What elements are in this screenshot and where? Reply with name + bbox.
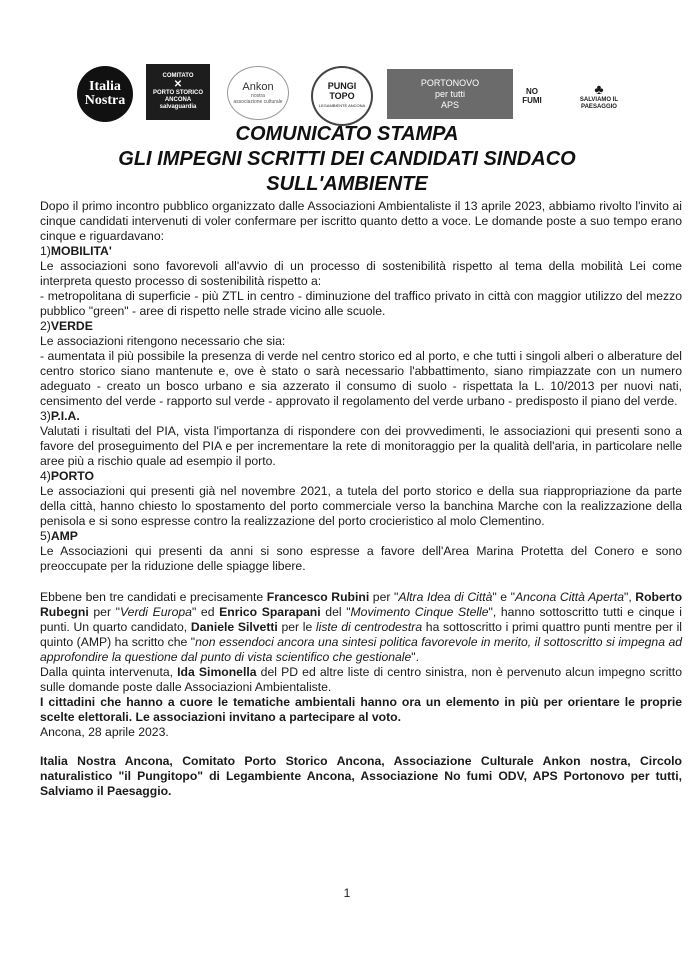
text-run: " e ": [492, 590, 515, 604]
anchor-icon: ✕: [173, 79, 183, 90]
candidate-name: Enrico Sparapani: [219, 605, 321, 619]
signatories: Italia Nostra Ancona, Comitato Porto Storico Ancona, Associazione Culturale Ankon nostra, Circolo naturalistico "il Pungitopo" di Legambiente Ancona, Associazione No fumi ODV, APS Portonovo per tutti, Salviamo il Paesaggio.: [40, 754, 682, 798]
point-text: Le associazioni ritengono necessario che sia:: [40, 334, 286, 348]
point-label: PORTO: [50, 469, 94, 483]
title-line-1: COMUNICATO STAMPA: [235, 123, 459, 145]
point-text: - aumentata il più possibile la presenza di verde nel centro storico ed al porto, e che tutti i singoli alberi o alberature del centro storico siano mantenute e, ove è stato o sarà necessario l'abbattimento, siano rimpiazzate con un numero adeguato - creato un bosco urbano e sia azzerato il consumo di suolo - rispettata la L. 10/2013 per nuovi nati, censimento del verde - rapporto sul verde - approvato il regolamento del verde urbano - predisposto il piano del verde.: [40, 349, 682, 408]
page-number: 1: [343, 886, 351, 900]
text-run: del PD ed altre liste di centro sinistra, non è pervenuto alcun impegno scritto sulle domande poste dalle Associazioni Ambientaliste.: [40, 665, 682, 694]
list-name: Verdi Europa: [120, 605, 192, 619]
candidate-name: Roberto Rubegni: [40, 590, 683, 619]
results-paragraph: [40, 590, 682, 665]
logo-bar: [0, 0, 694, 125]
comitato-porto-logo: [146, 64, 210, 120]
candidate-name: Daniele Silvetti: [190, 620, 278, 634]
point-text: Le Associazioni qui presenti da anni si sono espresse a favore dell'Area Marina Protetta del Conero e sono preoccupate per la riduzione delle spiagge libere.: [40, 544, 682, 573]
logo-text: SALVIAMO IL: [579, 97, 619, 103]
point-number: 4): [40, 469, 51, 483]
point-label: AMP: [50, 529, 78, 543]
pungitopo-logo: [311, 66, 373, 126]
fifth-candidate-paragraph: [40, 665, 682, 695]
no-fumi-logo: [515, 86, 549, 106]
title-line-2: GLI IMPEGNI SCRITTI DEI CANDIDATI SINDACO: [118, 148, 576, 170]
logo-text: PORTONOVO: [420, 77, 480, 88]
salviamo-paesaggio-logo: [570, 77, 628, 115]
list-name: Movimento Cinque Stelle: [350, 605, 489, 619]
logo-text: LEGAMBIENTE ANCONA: [318, 103, 366, 108]
candidate-name: Ida Simonella: [177, 665, 257, 679]
logo-text: PORTO STORICO: [152, 90, 204, 96]
spacer: [40, 740, 682, 754]
logo-text: NO: [526, 87, 538, 96]
point-number: 3): [40, 409, 51, 423]
text-run: Dalla quinta intervenuta,: [40, 665, 178, 679]
logo-text: Italia: [89, 79, 121, 94]
point-heading-pia: [40, 409, 682, 424]
logo-text: per tutti: [434, 88, 465, 99]
logo-text: nostra: [251, 93, 265, 99]
logo-text: Ankon: [242, 81, 274, 93]
logo-text: TOPO: [329, 91, 355, 101]
text-run: ", hanno sottoscritto tutti e cinque i punti. Un quarto candidato,: [40, 605, 683, 634]
logo-text: PUNGI: [327, 81, 357, 91]
text-run: per ": [369, 590, 399, 604]
text-run: ".: [411, 650, 420, 664]
italia-nostra-logo: [77, 66, 133, 122]
point-text: Le associazioni qui presenti già nel novembre 2021, a tutela del porto storico e della sua riappropriazione da parte della città, hanno chiesto lo spostamento del porto commerciale verso la banchina Marche con la realizzazione della penisola e si sono espresse contro la realizzazione del porto crocieristico al molo Clementino.: [40, 484, 682, 528]
tree-icon: ♣: [594, 81, 604, 97]
text-run: ",: [624, 590, 636, 604]
quote: non essendoci ancora una sintesi politica favorevole in merito, il sottoscritto si impegna ad approfondire la questione dal punto di vista scientifico che gestionale: [40, 635, 682, 664]
point-label: MOBILITA': [50, 244, 112, 258]
point-heading-porto: [40, 469, 682, 484]
text-run: Ebbene ben tre candidati e precisamente: [40, 590, 267, 604]
logo-text: ANCONA: [164, 97, 192, 103]
logo-text: salvaguardia: [159, 104, 197, 110]
date-line: Ancona, 28 aprile 2023.: [40, 725, 169, 739]
ankon-nostra-logo: [227, 66, 289, 120]
press-release-body: [40, 199, 682, 799]
closing-statement: I cittadini che hanno a cuore le tematiche ambientali hanno ora un elemento in più per orientare le proprie scelte elettorali. Le associazioni invitano a partecipare al voto.: [40, 695, 682, 724]
text-run: per le: [277, 620, 316, 634]
title-line-3: SULL'AMBIENTE: [266, 173, 428, 195]
point-label: VERDE: [50, 319, 93, 333]
text-run: per ": [88, 605, 120, 619]
logo-text: PAESAGGIO: [581, 104, 617, 110]
spacer: [40, 574, 682, 590]
logo-text: FUMI: [522, 96, 542, 105]
point-number: 2): [40, 319, 51, 333]
logo-text: associazione culturale: [233, 99, 283, 105]
list-name: liste di centrodestra: [315, 620, 423, 634]
list-name: Ancona Città Aperta: [514, 590, 624, 604]
point-heading-verde: [40, 319, 682, 334]
text-run: ha sottoscritto i primi quattro punti mentre per il quinto (AMP) ha scritto che ": [40, 620, 682, 649]
point-heading-mobilita: [40, 244, 682, 259]
text-run: del ": [320, 605, 351, 619]
point-text: - metropolitana di superficie - più ZTL in centro - diminuzione del traffico privato in città con maggior utilizzo del mezzo pubblico "green" - aree di rispetto nelle strade vicino alle scuole.: [40, 289, 682, 318]
intro-paragraph: Dopo il primo incontro pubblico organizzato dalle Associazioni Ambientaliste il 13 aprile 2023, abbiamo rivolto l'invito ai cinque candidati intervenuti di voler confermare per iscritto quanto detto a voce. Le domande poste a suo tempo erano cinque e riguardavano:: [40, 199, 682, 243]
logo-text: COMITATO: [162, 73, 194, 79]
point-label: P.I.A.: [50, 409, 80, 423]
logo-text: APS: [440, 99, 459, 110]
point-heading-amp: [40, 529, 682, 544]
point-text: Valutati i risultati del PIA, vista l'importanza di rispondere con dei provvedimenti, le associazioni qui presenti sono a favore del proseguimento del PIA e per incrementare la rete di monitoraggio per la qualità dell'aria, in particolare nelle aree più a rischio quale ad esempio il porto.: [40, 424, 682, 468]
logo-text: Nostra: [84, 93, 126, 108]
list-name: Altra Idea di Città: [398, 590, 493, 604]
point-number: 5): [40, 529, 51, 543]
candidate-name: Francesco Rubini: [266, 590, 370, 604]
portonovo-logo: [387, 69, 513, 119]
text-run: " ed: [191, 605, 220, 619]
point-text: Le associazioni sono favorevoli all'avvio di un processo di sostenibilità rispetto al tema della mobilità Lei come interpreta questo processo di sostenibilità rispetto a:: [40, 259, 682, 288]
point-number: 1): [40, 244, 51, 258]
